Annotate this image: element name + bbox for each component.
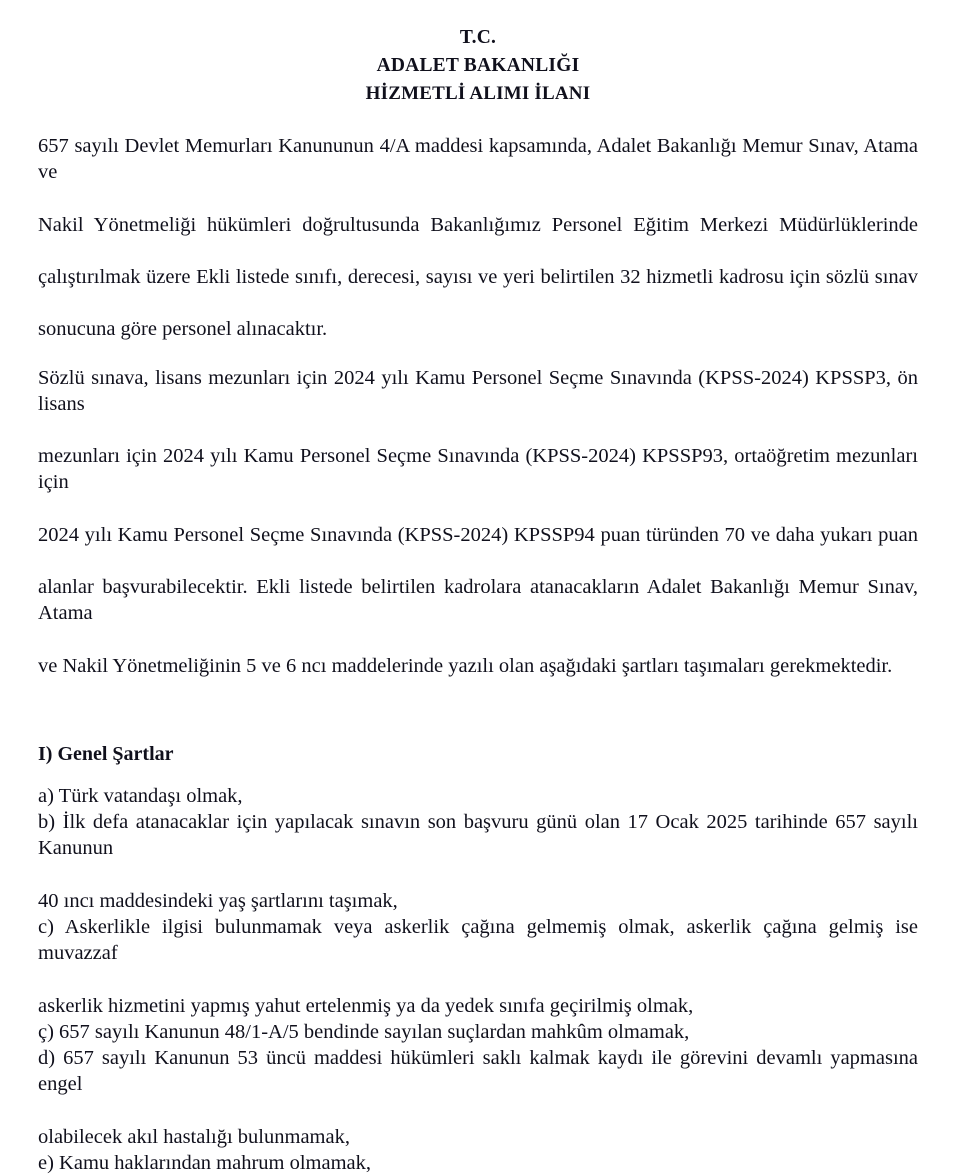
- condition-line: askerlik hizmetini yapmış yahut ertelenmiş ya da yedek sınıfa geçirilmiş olmak,: [38, 994, 694, 1017]
- condition-item-e: [38, 1150, 918, 1176]
- paragraph-line: ve Nakil Yönetmeliğinin 5 ve 6 ncı maddelerinde yazılı olan aşağıdaki şartları taşımaları gerekmektedir.: [38, 654, 893, 677]
- paragraph-line: alanlar başvurabilecektir. Ekli listede belirtilen kadrolara atanacakların Adalet Bakanlığı Memur Sınav, Atama: [38, 576, 918, 625]
- condition-item-b: [38, 809, 918, 914]
- condition-line: c) Askerlikle ilgisi bulunmamak veya askerlik çağına gelmemiş olmak, askerlik çağına gelmiş ise muvazzaf: [38, 916, 918, 965]
- condition-line: e) Kamu haklarından mahrum olmamak,: [38, 1151, 372, 1174]
- document-title-block: [38, 0, 918, 108]
- paragraph-line: mezunları için 2024 yılı Kamu Personel Seçme Sınavında (KPSS-2024) KPSSP93, ortaöğretim mezunları için: [38, 445, 918, 494]
- document-content: [38, 0, 918, 1176]
- paragraph-line: Nakil Yönetmeliği hükümleri doğrultusunda Bakanlığımız Personel Eğitim Merkezi Müdürlüklerinde: [38, 213, 918, 236]
- paragraph-line: 657 sayılı Devlet Memurları Kanununun 4/A maddesi kapsamında, Adalet Bakanlığı Memur Sınav, Atama ve: [38, 135, 918, 184]
- condition-line: a) Türk vatandaşı olmak,: [38, 785, 243, 808]
- paragraph-line: çalıştırılmak üzere Ekli listede sınıfı, derecesi, sayısı ve yeri belirtilen 32 hizmetli kadrosu için sözlü sınav: [38, 266, 918, 289]
- paragraph-line: Sözlü sınava, lisans mezunları için 2024 yılı Kamu Personel Seçme Sınavında (KPSS-2024) KPSSP3, ön lisans: [38, 366, 918, 415]
- paragraph-line: sonucuna göre personel alınacaktır.: [38, 318, 328, 341]
- paragraph-kpss-requirements: [38, 365, 918, 679]
- conditions-list: [38, 783, 918, 1176]
- condition-item-c: [38, 914, 918, 1019]
- condition-line: ç) 657 sayılı Kanunun 48/1-A/5 bendinde sayılan suçlardan mahkûm olmamak,: [38, 1020, 690, 1043]
- title-line-tc: T.C.: [459, 27, 497, 48]
- section-heading-genel-sartlar: I) Genel Şartlar: [38, 743, 174, 766]
- condition-item-d: [38, 1045, 918, 1150]
- condition-item-a: [38, 783, 918, 809]
- condition-line: b) İlk defa atanacaklar için yapılacak sınavın son başvuru günü olan 17 Ocak 2025 tarihinde 657 sayılı Kanunun: [38, 811, 918, 860]
- title-line-subject: HİZMETLİ ALIMI İLANI: [365, 83, 591, 104]
- paragraph-line: 2024 yılı Kamu Personel Seçme Sınavında (KPSS-2024) KPSSP94 puan türünden 70 ve daha yukarı puan: [38, 523, 918, 546]
- condition-line: 40 ıncı maddesindeki yaş şartlarını taşımak,: [38, 889, 398, 912]
- condition-item-c-cedilla: [38, 1019, 918, 1045]
- title-line-ministry: ADALET BAKANLIĞI: [376, 55, 580, 76]
- paragraph-legal-basis: [38, 133, 918, 343]
- condition-line: olabilecek akıl hastalığı bulunmamak,: [38, 1125, 350, 1148]
- condition-line: d) 657 sayılı Kanunun 53 üncü maddesi hükümleri saklı kalmak kaydı ile görevini devamlı yapmasına engel: [38, 1047, 918, 1096]
